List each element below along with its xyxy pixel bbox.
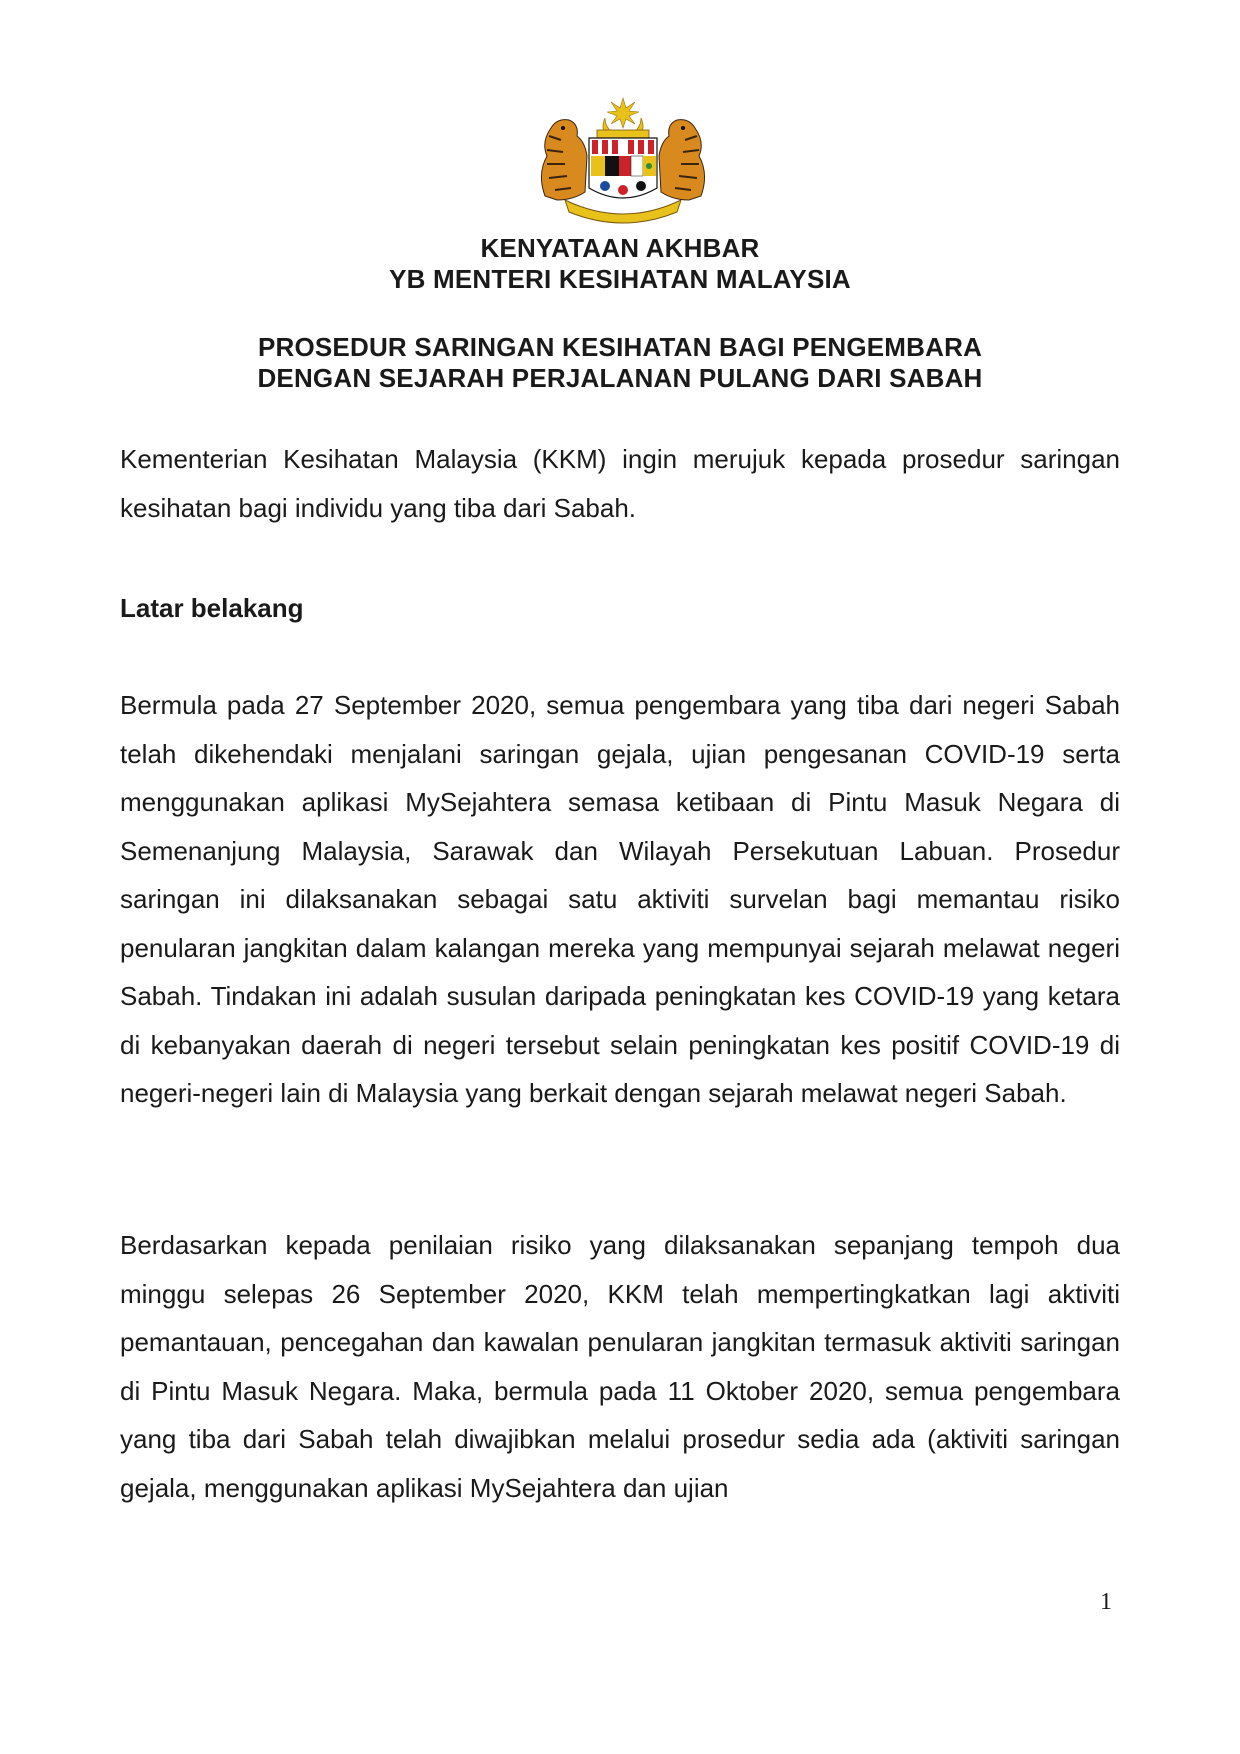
title-line-2: DENGAN SEJARAH PERJALANAN PULANG DARI SABAH [257,363,983,393]
document-title [120,332,1120,394]
body-paragraph-2: Berdasarkan kepada penilaian risiko yang dilaksanakan sepanjang tempoh dua minggu selepas 26 September 2020, KKM telah mempertingkatkan lagi aktiviti pemantauan, pencegahan dan kawalan penularan jangkitan termasuk aktiviti saringan di Pintu Masuk Negara. Maka, bermula pada 11 Oktober 2020, semua pengembara yang tiba dari Sabah telah diwajibkan melalui prosedur sedia ada (aktiviti saringan gejala, menggunakan aplikasi MySejahtera dan ujian [120,1230,1120,1503]
title-line-1: PROSEDUR SARINGAN KESIHATAN BAGI PENGEMBARA [257,332,983,362]
malaysia-coat-of-arms-icon [527,96,719,226]
section-heading: Latar belakang [120,593,304,623]
header-line-2: YB MENTERI KESIHATAN MALAYSIA [389,264,851,294]
body-paragraph-1: Bermula pada 27 September 2020, semua pengembara yang tiba dari negeri Sabah telah dikehendaki menjalani saringan gejala, ujian pengesanan COVID-19 serta menggunakan aplikasi MySejahtera semasa ketibaan di Pintu Masuk Negara di Semenanjung Malaysia, Sarawak dan Wilayah Persekutuan Labuan. Prosedur saringan ini dilaksanakan sebagai satu aktiviti survelan bagi memantau risiko penularan jangkitan dalam kalangan mereka yang mempunyai sejarah melawat negeri Sabah. Tindakan ini adalah susulan daripada peningkatan kes COVID-19 yang ketara di kebanyakan daerah di negeri tersebut selain peningkatan kes positif COVID-19 di negeri-negeri lain di Malaysia yang berkait dengan sejarah melawat negeri Sabah. [120,690,1120,1108]
page-number: 1 [1100,1589,1112,1615]
press-statement-header [120,233,1120,295]
intro-paragraph: Kementerian Kesihatan Malaysia (KKM) ingin merujuk kepada prosedur saringan kesihatan bagi individu yang tiba dari Sabah. [120,444,1120,523]
header-line-1: KENYATAAN AKHBAR [480,233,760,263]
